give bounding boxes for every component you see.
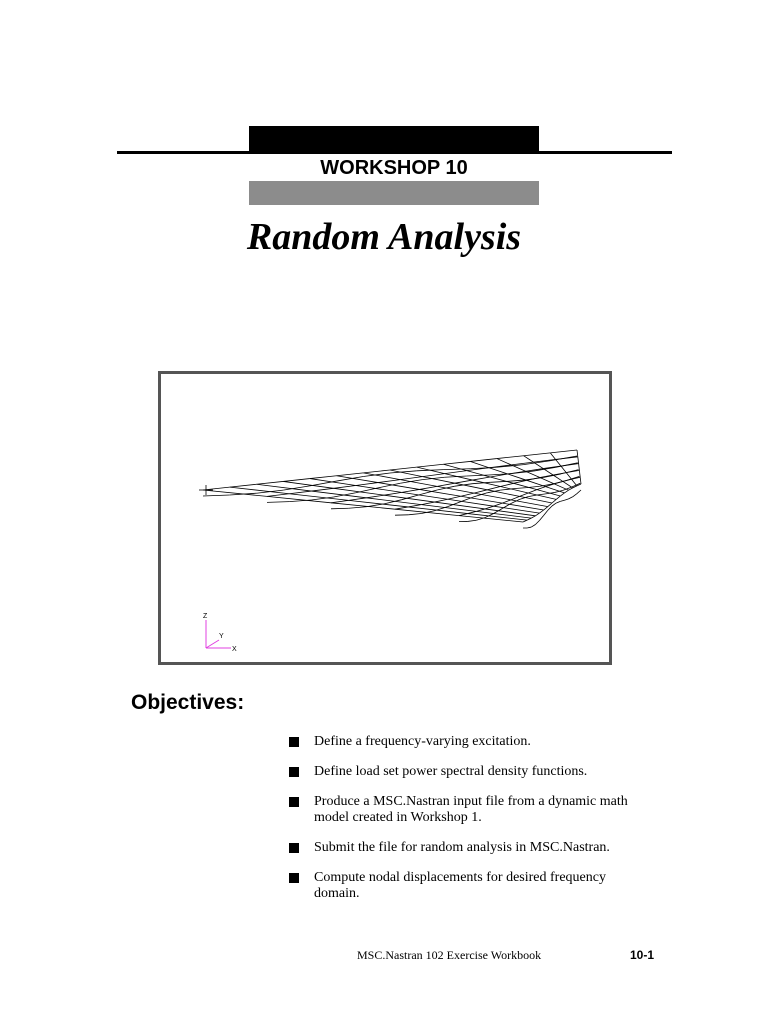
axis-label-z: Z bbox=[203, 613, 208, 620]
square-bullet-icon bbox=[289, 767, 299, 777]
workshop-label: WORKSHOP 10 bbox=[320, 157, 468, 179]
footer-page-number: 10-1 bbox=[630, 948, 655, 962]
objective-text: Define a frequency-varying excitation. bbox=[314, 734, 531, 749]
model-figure bbox=[158, 371, 612, 665]
footer-book-title: MSC.Nastran 102 Exercise Workbook bbox=[357, 948, 542, 962]
objectives-list bbox=[288, 734, 668, 916]
square-bullet-icon bbox=[289, 797, 299, 807]
objective-item bbox=[288, 870, 668, 902]
header-gray-bar bbox=[249, 181, 539, 205]
axis-label-y: Y bbox=[219, 633, 224, 640]
header-black-bar bbox=[249, 126, 539, 151]
square-bullet-icon bbox=[289, 843, 299, 853]
objective-item bbox=[288, 734, 668, 750]
square-bullet-icon bbox=[289, 737, 299, 747]
page-title: Random Analysis bbox=[246, 216, 522, 258]
header-rule bbox=[117, 151, 672, 154]
objective-text: Compute nodal displacements for desired frequency bbox=[314, 870, 606, 885]
objective-item bbox=[288, 794, 668, 826]
objective-text: Produce a MSC.Nastran input file from a dynamic math bbox=[314, 794, 628, 809]
objective-item bbox=[288, 764, 668, 780]
objectives-heading: Objectives: bbox=[131, 691, 245, 714]
objective-text-continued: model created in Workshop 1. bbox=[314, 810, 482, 825]
objective-item bbox=[288, 840, 668, 856]
objective-text: Define load set power spectral density functions. bbox=[314, 764, 588, 779]
square-bullet-icon bbox=[289, 873, 299, 883]
axis-label-x: X bbox=[232, 646, 237, 653]
objective-text-continued: domain. bbox=[314, 886, 360, 901]
objective-text: Submit the file for random analysis in MSC.Nastran. bbox=[314, 840, 610, 855]
plate-mesh-drawing bbox=[161, 374, 609, 662]
